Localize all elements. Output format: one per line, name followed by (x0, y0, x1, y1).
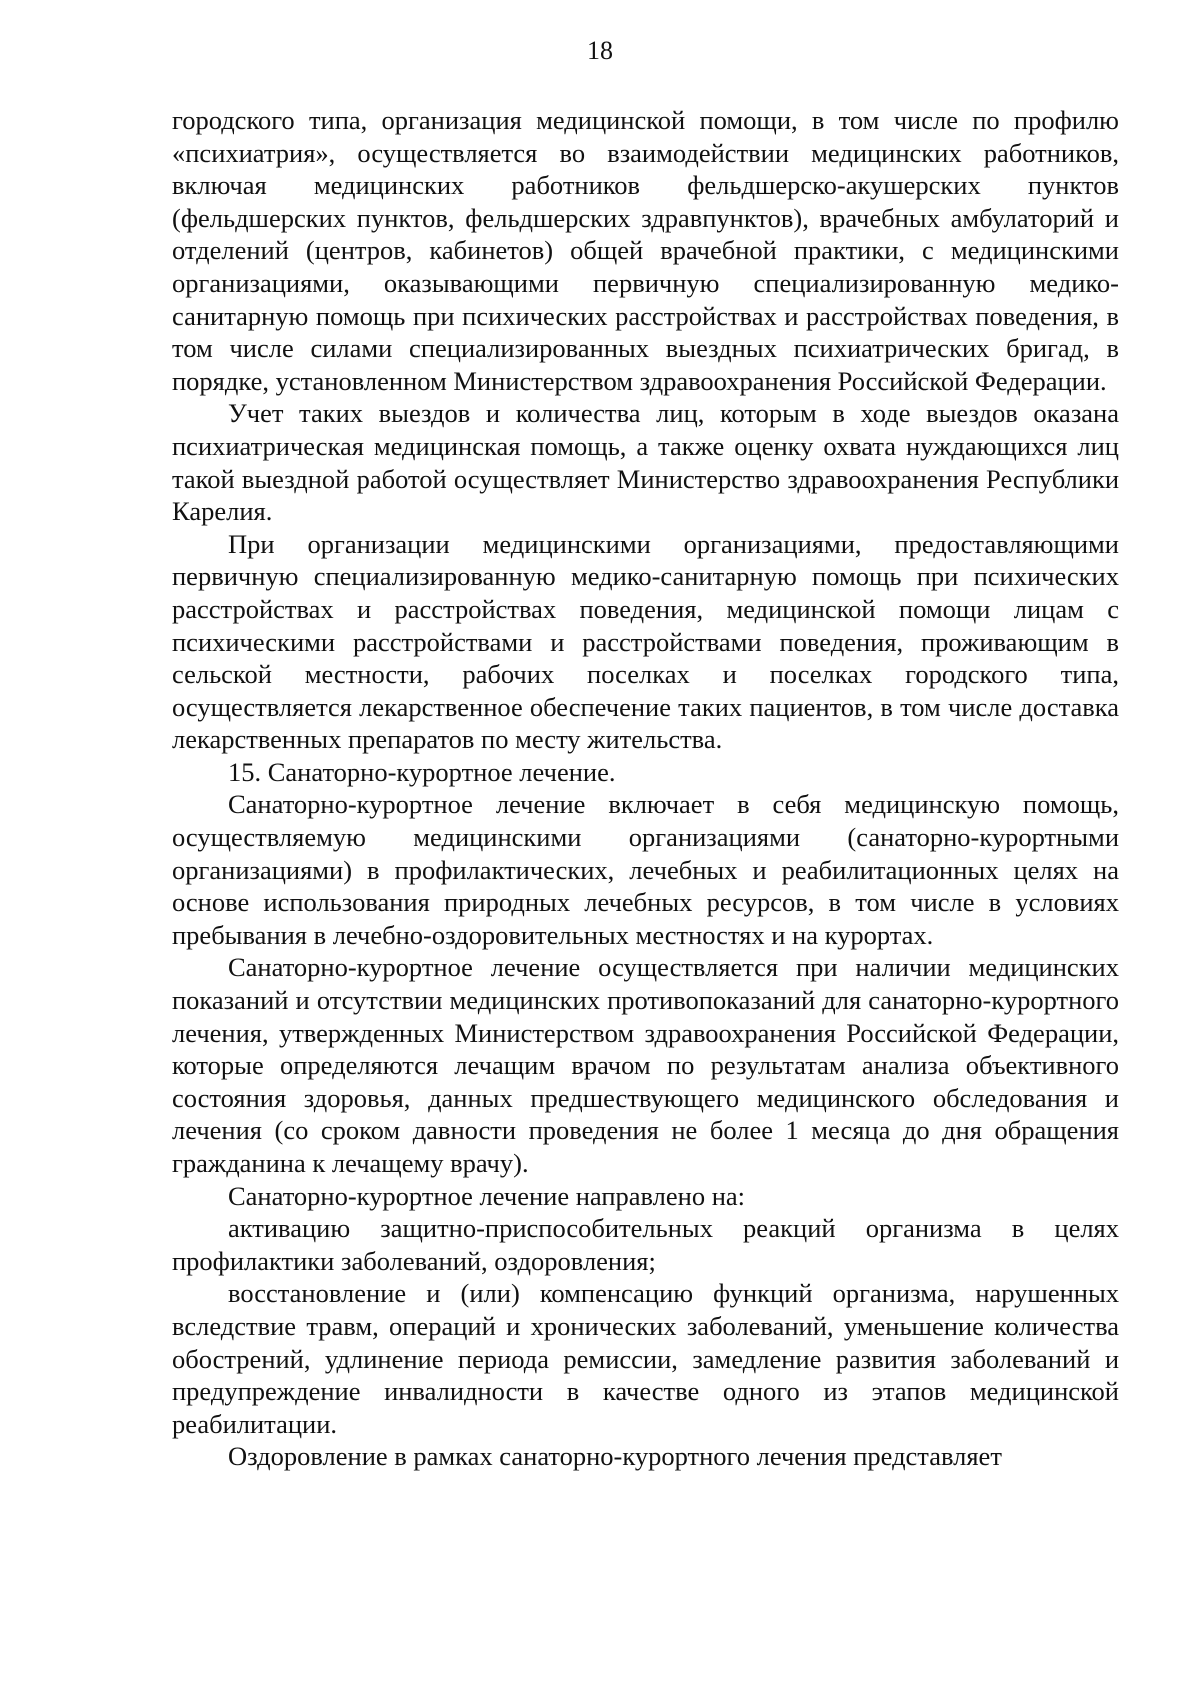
paragraph-sanatorium-definition: Санаторно-курортное лечение включает в себя медицинскую помощь, осуществляемую медицинскими организациями (санаторно-курортными организациями) в профилактических, лечебных и реабилитационных целях на основе использования природных лечебных ресурсов, в том числе в условиях пребывания в лечебно-оздоровительных местностях и на курортах. (172, 789, 1119, 950)
page-number: 18 (587, 36, 613, 65)
paragraph-rural-drug-supply: При организации медицинскими организациями, предоставляющими первичную специализированную медико-санитарную помощь при психических расстройствах и расстройствах поведения, медицинской помощи лицам с психическими расстройствами и расстройствами поведения, проживающим в сельской местности, рабочих поселках и поселках городского типа, осуществляется лекарственное обеспечение таких пациентов, в том числе доставка лекарственных препаратов по месту жительства. (172, 528, 1119, 755)
paragraph-health-improvement: Оздоровление в рамках санаторно-курортного лечения представляет (228, 1441, 1002, 1472)
paragraph-outreach-accounting: Учет таких выездов и количества лиц, которым в ходе выездов оказана психиатрическая медицинская помощь, а также оценку охвата нуждающихся лиц такой выездной работой осуществляет Министерство здравоохранения Республики Карелия. (172, 398, 1119, 527)
paragraph-continuation: городского типа, организация медицинской помощи, в том числе по профилю «психиатрия», осуществляется во взаимодействии медицинских работников, включая медицинских работников фельдшерско-акушерских пунктов (фельдшерских пунктов, фельдшерских здравпунктов), врачебных амбулаторий и отделений (центров, кабинетов) общей врачебной практики, с медицинскими организациями, оказывающими первичную специализированную медико-санитарную помощь при психических расстройствах и расстройствах поведения, в том числе силами специализированных выездных психиатрических бригад, в порядке, установленном Министерством здравоохранения Российской Федерации. (172, 105, 1119, 396)
section-heading-15: 15. Санаторно-курортное лечение. (228, 756, 616, 787)
paragraph-sanatorium-aims-intro: Санаторно-курортное лечение направлено на: (228, 1180, 746, 1211)
document-body (172, 104, 1119, 1473)
list-item-restoration: восстановление и (или) компенсацию функций организма, нарушенных вследствие травм, операций и хронических заболеваний, уменьшение количества обострений, удлинение периода ремиссии, замедление развития заболеваний и предупреждение инвалидности в качестве одного из этапов медицинской реабилитации. (172, 1278, 1119, 1439)
list-item-activation: активацию защитно-приспособительных реакций организма в целях профилактики заболеваний, оздоровления; (172, 1213, 1119, 1276)
paragraph-sanatorium-indications: Санаторно-курортное лечение осуществляется при наличии медицинских показаний и отсутствии медицинских противопоказаний для санаторно-курортного лечения, утвержденных Министерством здравоохранения Российской Федерации, которые определяются лечащим врачом по результатам анализа объективного состояния здоровья, данных предшествующего медицинского обследования и лечения (со сроком давности проведения не более 1 месяца до дня обращения гражданина к лечащему врачу). (172, 952, 1119, 1178)
